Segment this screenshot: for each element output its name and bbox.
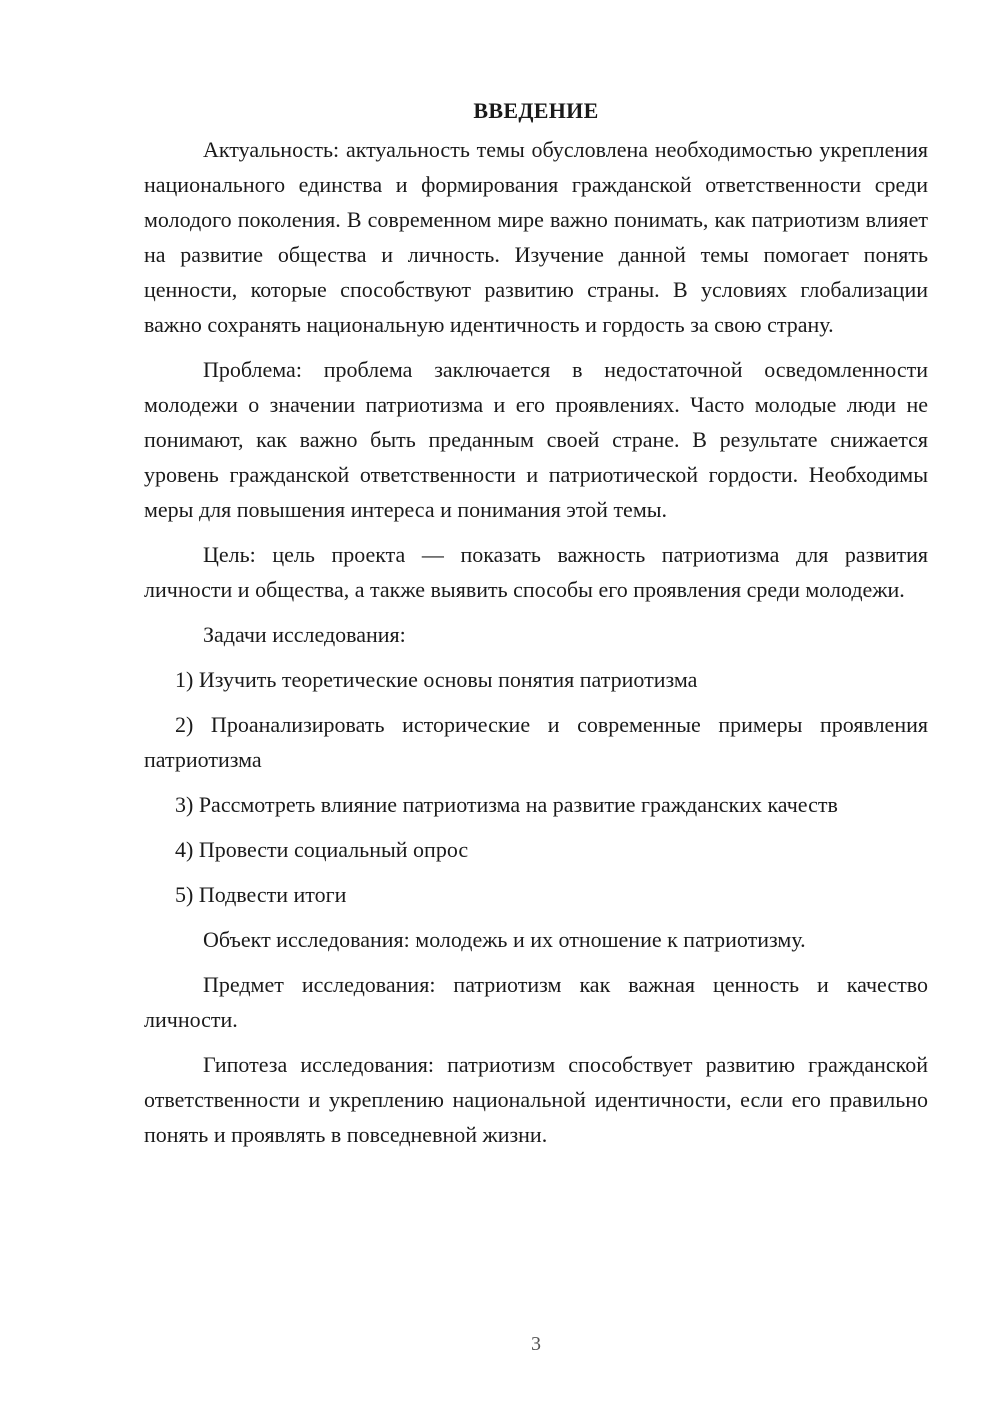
relevance-paragraph: Актуальность: актуальность темы обусловлена необходимостью укрепления национального единства и формирования гражданской ответственности среди молодого поколения. В современном мире важно понимать, как патриотизм влияет на развитие общества и личность. Изучение данной темы помогает понять ценности, которые способствуют развитию страны. В условиях глобализации важно сохранять национальную идентичность и гордость за свою страну. [144, 137, 928, 337]
document-page [144, 94, 928, 1162]
subject-paragraph: Предмет исследования: патриотизм как важная ценность и качество личности. [144, 972, 928, 1032]
hypothesis-paragraph: Гипотеза исследования: патриотизм способствует развитию гражданской ответственности и укреплению национальной идентичности, если его правильно понять и проявлять в повседневной жизни. [144, 1052, 928, 1147]
task-item-5: 5) Подвести итоги [175, 882, 347, 907]
task-item-2: 2) Проанализировать исторические и современные примеры проявления патриотизма [144, 712, 928, 772]
task-item-4: 4) Провести социальный опрос [175, 837, 469, 862]
goal-paragraph: Цель: цель проекта — показать важность патриотизма для развития личности и общества, а также выявить способы его проявления среди молодежи. [144, 542, 928, 602]
problem-paragraph: Проблема: проблема заключается в недостаточной осведомленности молодежи о значении патриотизма и его проявлениях. Часто молодые люди не понимают, как важно быть преданным своей стране. В результате снижается уровень гражданской ответственности и патриотической гордости. Необходимы меры для повышения интереса и понимания этой темы. [144, 357, 928, 522]
section-title: ВВЕДЕНИЕ [473, 98, 599, 123]
page-number: 3 [531, 1333, 541, 1355]
tasks-heading: Задачи исследования: [203, 622, 406, 647]
task-item-3: 3) Рассмотреть влияние патриотизма на развитие гражданских качеств [175, 792, 838, 817]
object-paragraph: Объект исследования: молодежь и их отношение к патриотизму. [203, 927, 806, 952]
task-item-1: 1) Изучить теоретические основы понятия патриотизма [175, 667, 698, 692]
